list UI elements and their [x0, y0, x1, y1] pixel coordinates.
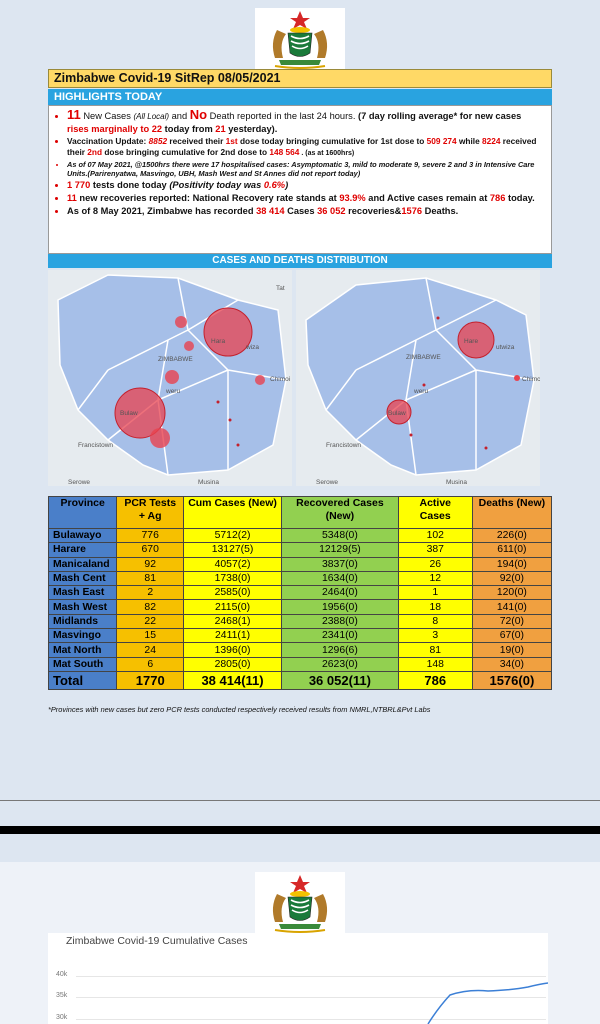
table-cell-pcr: 6 — [117, 657, 184, 671]
total-cell-act: 786 — [398, 671, 472, 689]
map-label: Bulaw — [388, 410, 406, 417]
table-cell-act: 148 — [398, 657, 472, 671]
table-row — [49, 614, 552, 628]
list-item: • 11 New Cases (All Local) and No Death reported in the last 24 hours. (7 day rolling average* for new cases rises marginally to 22 today from 21 yesterday). — [67, 109, 545, 135]
table-cell-province: Mash East — [49, 586, 117, 600]
table-cell-act: 387 — [398, 543, 472, 557]
table-cell-pcr: 82 — [117, 600, 184, 614]
table-cell-act: 3 — [398, 629, 472, 643]
map-label: Musina — [198, 479, 219, 486]
table-cell-pcr: 776 — [117, 529, 184, 543]
table-cell-act: 12 — [398, 571, 472, 585]
table-cell-rec: 12129(5) — [282, 543, 399, 557]
highlights-list — [48, 105, 552, 254]
table-cell-dea: 72(0) — [472, 614, 551, 628]
province-table — [48, 496, 552, 690]
table-cell-cum: 2411(1) — [184, 629, 282, 643]
list-item: • As of 8 May 2021, Zimbabwe has recorded 38 414 Cases 36 052 recoveries&1576 Deaths. — [67, 205, 545, 217]
divider — [0, 800, 600, 801]
table-cell-dea: 67(0) — [472, 629, 551, 643]
table-cell-cum: 4057(2) — [184, 557, 282, 571]
table-cell-act: 81 — [398, 643, 472, 657]
total-cell-pcr: 1770 — [117, 671, 184, 689]
map-label: ZIMBABWE — [158, 356, 193, 363]
table-cell-province: Mat North — [49, 643, 117, 657]
coat-of-arms-icon — [255, 8, 345, 70]
map-label: Serowe — [316, 479, 339, 486]
y-tick-label: 40k — [56, 971, 68, 978]
y-tick-label: 30k — [56, 1014, 68, 1021]
distribution-header: CASES AND DEATHS DISTRIBUTION — [48, 254, 552, 268]
page-title: Zimbabwe Covid-19 SitRep 08/05/2021 — [48, 69, 552, 88]
table-cell-cum: 1738(0) — [184, 571, 282, 585]
column-header: Recovered Cases (New) — [282, 497, 399, 529]
map-label: Hara — [211, 338, 226, 345]
table-cell-dea: 92(0) — [472, 571, 551, 585]
table-cell-pcr: 670 — [117, 543, 184, 557]
table-row — [49, 543, 552, 557]
y-tick-label: 35k — [56, 992, 68, 999]
cumulative-cases-chart — [48, 933, 548, 1024]
table-row — [49, 529, 552, 543]
table-cell-dea: 34(0) — [472, 657, 551, 671]
table-cell-province: Manicaland — [49, 557, 117, 571]
map-label: Hare — [464, 338, 479, 345]
column-header: Active Cases — [398, 497, 472, 529]
table-cell-act: 1 — [398, 586, 472, 600]
table-row — [49, 586, 552, 600]
column-header: Cum Cases (New) — [184, 497, 282, 529]
table-cell-cum: 2805(0) — [184, 657, 282, 671]
table-row — [49, 600, 552, 614]
divider — [0, 826, 600, 834]
table-cell-cum: 13127(5) — [184, 543, 282, 557]
table-row — [49, 557, 552, 571]
table-cell-act: 18 — [398, 600, 472, 614]
map-label: weru — [166, 388, 181, 395]
table-cell-dea: 194(0) — [472, 557, 551, 571]
total-cell-rec: 36 052(11) — [282, 671, 399, 689]
table-cell-cum: 1396(0) — [184, 643, 282, 657]
total-cell-dea: 1576(0) — [472, 671, 551, 689]
table-cell-act: 102 — [398, 529, 472, 543]
map-label: Serowe — [68, 479, 91, 486]
cumulative-line — [48, 933, 548, 1024]
table-row — [49, 629, 552, 643]
table-row — [49, 643, 552, 657]
table-cell-rec: 5348(0) — [282, 529, 399, 543]
table-cell-province: Bulawayo — [49, 529, 117, 543]
footnote: *Provinces with new cases but zero PCR tests conducted respectively received results from NMRL,NTBRL&Pvt Labs — [48, 705, 431, 714]
list-item: • As of 07 May 2021, @1500hrs there were 17 hospitalised cases: Asymptomatic 3, mild to moderate 9, severe 2 and 3 in Intensive Care Units.(Parirenyatwa, Masvingo, UBH, Mash West and St Annes did not report today) — [67, 160, 545, 178]
table-cell-rec: 1296(6) — [282, 643, 399, 657]
table-cell-cum: 2115(0) — [184, 600, 282, 614]
table-cell-pcr: 15 — [117, 629, 184, 643]
map-label: Chimoi — [270, 376, 291, 383]
map-label: weru — [414, 388, 429, 395]
table-cell-rec: 2341(0) — [282, 629, 399, 643]
table-cell-province: Masvingo — [49, 629, 117, 643]
map-label: utwiza — [496, 344, 515, 351]
table-cell-dea: 141(0) — [472, 600, 551, 614]
total-row — [49, 671, 552, 689]
cases-map — [48, 270, 292, 486]
column-header: PCR Tests + Ag — [117, 497, 184, 529]
map-label: wiza — [246, 344, 260, 351]
map-label: ZIMBABWE — [406, 354, 441, 361]
chart-title: Zimbabwe Covid-19 Cumulative Cases — [66, 935, 248, 947]
table-cell-act: 26 — [398, 557, 472, 571]
table-body — [49, 529, 552, 690]
map-label: Bulaw — [120, 410, 138, 417]
total-cell-cum: 38 414(11) — [184, 671, 282, 689]
table-cell-province: Mash Cent — [49, 571, 117, 585]
table-cell-rec: 1956(0) — [282, 600, 399, 614]
table-cell-dea: 611(0) — [472, 543, 551, 557]
table-cell-rec: 1634(0) — [282, 571, 399, 585]
map-label: Francistown — [326, 442, 362, 449]
map-label: Chimc — [522, 376, 540, 383]
highlights-header: HIGHLIGHTS TODAY — [48, 89, 552, 105]
table-cell-rec: 2388(0) — [282, 614, 399, 628]
column-header: Province — [49, 497, 117, 529]
table-cell-dea: 120(0) — [472, 586, 551, 600]
table-cell-cum: 2468(1) — [184, 614, 282, 628]
map-label: Tat — [276, 285, 285, 292]
cases-map-image — [48, 270, 292, 486]
table-cell-province: Harare — [49, 543, 117, 557]
map-label: Francistown — [78, 442, 114, 449]
table-cell-pcr: 2 — [117, 586, 184, 600]
table-cell-rec: 2464(0) — [282, 586, 399, 600]
table-cell-pcr: 24 — [117, 643, 184, 657]
table-cell-act: 8 — [398, 614, 472, 628]
table-cell-pcr: 81 — [117, 571, 184, 585]
list-item: • 11 new recoveries reported: National Recovery rate stands at 93.9% and Active cases remain at 786 today. — [67, 192, 545, 204]
list-item: • Vaccination Update: 8852 received their 1st dose today bringing cumulative for 1st dose to 509 274 while 8224 received their 2nd dose bringing cumulative for 2nd dose to 148 564 . (as at 1600hrs) — [67, 136, 545, 159]
column-header: Deaths (New) — [472, 497, 551, 529]
table-row — [49, 657, 552, 671]
table-cell-pcr: 92 — [117, 557, 184, 571]
deaths-map-image — [296, 270, 540, 486]
table-cell-dea: 19(0) — [472, 643, 551, 657]
table-cell-rec: 3837(0) — [282, 557, 399, 571]
total-cell-province: Total — [49, 671, 117, 689]
table-cell-province: Mat South — [49, 657, 117, 671]
table-cell-cum: 2585(0) — [184, 586, 282, 600]
map-label: Musina — [446, 479, 467, 486]
deaths-map — [296, 270, 540, 486]
table-cell-cum: 5712(2) — [184, 529, 282, 543]
table-cell-dea: 226(0) — [472, 529, 551, 543]
table-cell-province: Midlands — [49, 614, 117, 628]
list-item: • 1 770 tests done today (Positivity today was 0.6%) — [67, 179, 545, 191]
table-cell-province: Mash West — [49, 600, 117, 614]
coat-of-arms-icon — [255, 872, 345, 934]
table-cell-rec: 2623(0) — [282, 657, 399, 671]
table-cell-pcr: 22 — [117, 614, 184, 628]
table-row — [49, 571, 552, 585]
